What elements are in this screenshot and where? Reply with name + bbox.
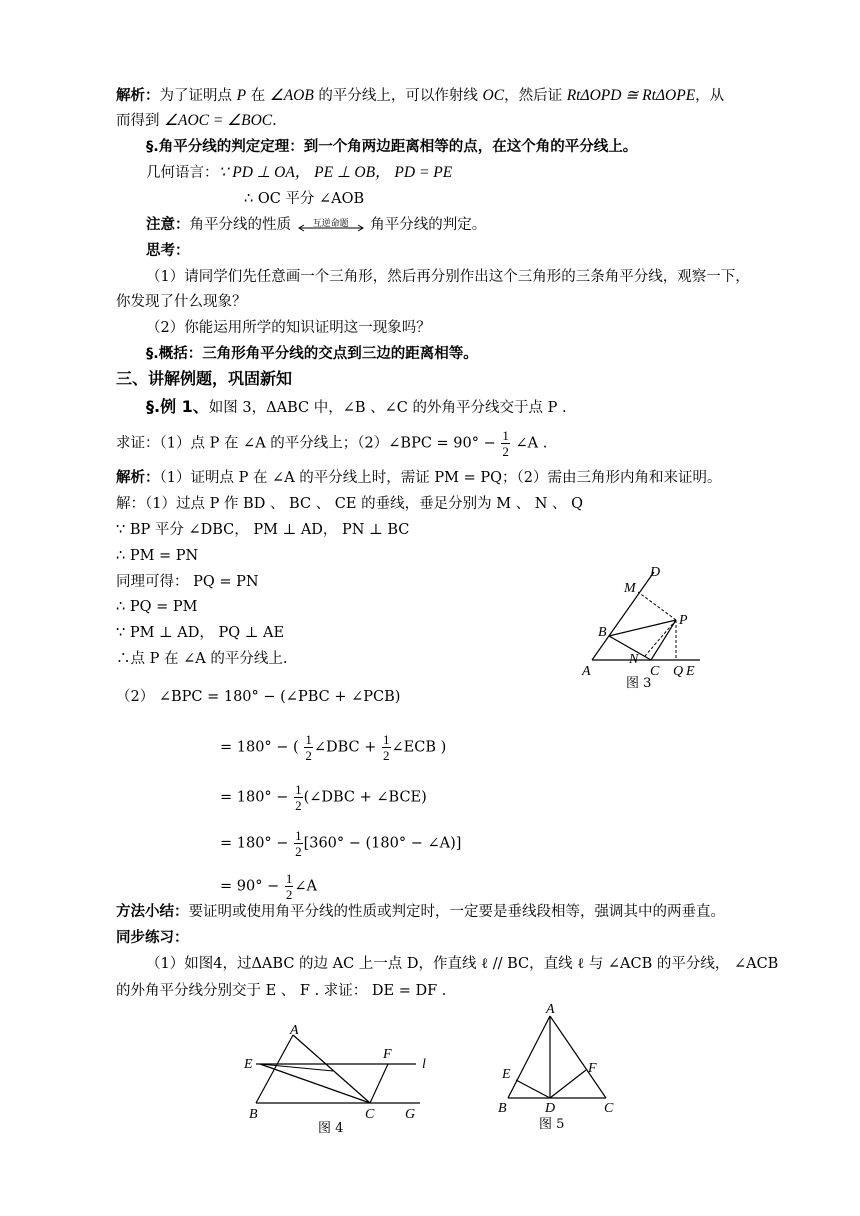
fig3-label-P: P bbox=[679, 613, 688, 628]
fig3-label-C: C bbox=[650, 664, 660, 679]
fig5-line-AB bbox=[508, 1016, 550, 1098]
fig5-line-FD bbox=[550, 1070, 586, 1098]
summary: §.概括：三角形角平分线的交点到三边的距离相等。 bbox=[146, 346, 478, 362]
fig5-label-C: C bbox=[604, 1101, 614, 1116]
fraction: $\frac{1}{2}$ bbox=[502, 428, 509, 459]
part2-line-5: = 90° − $\frac{1}{2}$ ∠A bbox=[220, 871, 317, 902]
figure-5 bbox=[494, 998, 624, 1138]
practice-line-1: （1）如图4，过ΔABC 的边 AC 上一点 D，作直线 ℓ // BC，直线 ℓ 与 ∠ACB 的平分线， ∠ACB bbox=[146, 956, 779, 972]
analysis-line-2: 而得到 ∠AOC = ∠BOC. bbox=[116, 112, 277, 129]
solution-line-0: 解：（1）过点 P 作 BD 、 BC 、 CE 的垂线，垂足分别为 M 、 N 、 Q bbox=[116, 496, 584, 512]
solution-line-6: ∴点 P 在 ∠A 的平分线上. bbox=[116, 651, 288, 667]
fig4-label-F: F bbox=[383, 1047, 392, 1062]
think-q1a: （1）请同学们先任意画一个三角形，然后再分别作出这个三角形的三条角平分线，观察一下， bbox=[146, 269, 750, 285]
fig3-label-Q: Q bbox=[673, 664, 684, 679]
fig4-line-CF bbox=[370, 1064, 388, 1103]
section-heading: 三、讲解例题，巩固新知 bbox=[116, 369, 293, 388]
figure-3 bbox=[580, 560, 710, 695]
theorem-title: §.角平分线的判定定理：到一个角两边距离相等的点，在这个角的平分线上。 bbox=[146, 139, 638, 155]
fig3-caption: 图 3 bbox=[626, 676, 652, 691]
fig5-line-AC bbox=[550, 1016, 606, 1098]
double-arrow-icon: 互逆命题 bbox=[296, 217, 366, 233]
example-prove: 求证：（1）点 P 在 ∠A 的平分线上；（2）∠BPC = 90° − $\frac{1}{2}$ ∠A . bbox=[116, 428, 548, 459]
fig4-label-B: B bbox=[249, 1107, 258, 1122]
example-1: §.例 1、如图 3，ΔABC 中，∠B 、∠C 的外角平分线交于点 P . bbox=[146, 397, 567, 416]
fig4-label-C: C bbox=[365, 1107, 375, 1122]
fig5-caption: 图 5 bbox=[539, 1117, 565, 1132]
fig5-label-B: B bbox=[498, 1101, 507, 1116]
solution-line-4: ∴ PQ = PM bbox=[116, 599, 198, 615]
solution-line-1: ∵ BP 平分 ∠DBC， PM ⊥ AD， PN ⊥ BC bbox=[116, 522, 410, 538]
fig5-label-A: A bbox=[546, 1002, 555, 1017]
solution-line-2: ∴ PM = PN bbox=[116, 548, 199, 564]
think-q1b: 你发现了什么现象？ bbox=[116, 294, 247, 310]
part2-line-1: （2） ∠BPC = 180° − (∠PBC + ∠PCB) bbox=[116, 689, 401, 705]
fig5-label-E: E bbox=[502, 1067, 511, 1082]
fig3-perp-PN bbox=[645, 620, 676, 656]
part2-line-4: = 180° − $\frac{1}{2}$ [360° − (180° − ∠A)] bbox=[220, 828, 462, 859]
fig4-label-l: l bbox=[422, 1057, 426, 1072]
analysis-label: 解析： bbox=[116, 88, 160, 104]
part2-line-2: = 180° − ( $\frac{1}{2}$ ∠DBC + $\frac{1}{2}$ ∠ECB ) bbox=[220, 732, 447, 763]
fig4-line-AC bbox=[293, 1035, 370, 1103]
fig3-perp-PM bbox=[638, 592, 676, 620]
fig5-label-D: D bbox=[545, 1101, 556, 1116]
geometry-language: 几何语言：∵ PD ⊥ OA， PE ⊥ OB， PD = PE bbox=[146, 164, 453, 181]
fig3-label-N: N bbox=[629, 652, 639, 667]
fig3-label-D: D bbox=[650, 565, 661, 580]
analysis-2: 解析：（1）证明点 P 在 ∠A 的平分线上时，需证 PM = PQ；（2）需由三角形内角和来证明。 bbox=[116, 470, 722, 486]
fig5-line-ED bbox=[516, 1080, 550, 1098]
geometry-conclusion: ∴ OC 平分 ∠AOB bbox=[244, 191, 365, 207]
fig3-label-M: M bbox=[624, 581, 636, 596]
practice-label: 同步练习： bbox=[116, 930, 189, 946]
fig3-label-A: A bbox=[582, 664, 591, 679]
fig3-label-E: E bbox=[686, 664, 695, 679]
fig5-label-F: F bbox=[588, 1061, 597, 1076]
method-summary: 方法小结：要证明或使用角平分线的性质或判定时，一定要是垂线段相等，强调其中的两垂直。 bbox=[116, 904, 725, 920]
fig4-line-EC bbox=[260, 1064, 370, 1103]
solution-line-3: 同理可得： PQ = PN bbox=[116, 574, 259, 590]
fig4-label-A: A bbox=[290, 1023, 299, 1038]
figure-4 bbox=[238, 1020, 438, 1140]
note-line: 注意：角平分线的性质 互逆命题 角平分线的判定。 bbox=[146, 217, 487, 233]
fig3-line-CP bbox=[651, 620, 676, 660]
think-q2: （2）你能运用所学的知识证明这一现象吗？ bbox=[146, 320, 431, 336]
fig4-label-G: G bbox=[405, 1107, 416, 1122]
think-label: 思考： bbox=[146, 243, 190, 259]
fig3-line-AD bbox=[592, 572, 654, 660]
fig3-label-B: B bbox=[598, 625, 607, 640]
part2-line-3: = 180° − $\frac{1}{2}$ (∠DBC + ∠BCE) bbox=[220, 782, 427, 813]
fig4-label-E: E bbox=[244, 1057, 253, 1072]
solution-line-5: ∵ PM ⊥ AD， PQ ⊥ AE bbox=[116, 625, 285, 641]
practice-line-2: 的外角平分线分别交于 E 、 F . 求证： DE = DF . bbox=[116, 983, 447, 999]
analysis-line-1: 解析：为了证明点 P 在 ∠AOB 的平分线上，可以作射线 OC，然后证 RtΔOPD ≅ RtΔOPE，从 bbox=[116, 87, 725, 104]
fig4-caption: 图 4 bbox=[318, 1121, 344, 1136]
